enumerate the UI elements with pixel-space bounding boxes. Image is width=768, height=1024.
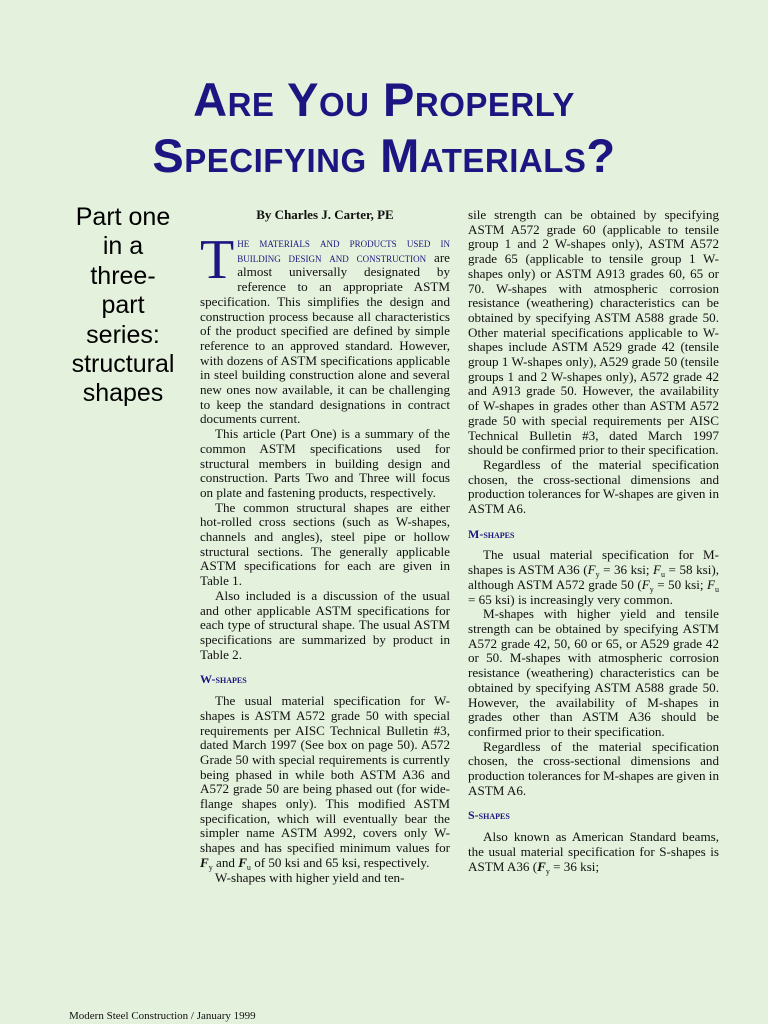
fy-symbol: F xyxy=(200,854,209,870)
s-text: Also known as American Standard beams, the usual material specification for S-shapes is ASTM A36 ( xyxy=(468,829,719,874)
body-paragraph: Also included is a discussion of the usual and other applicable ASTM specifications for each type of structural shape. The usual ASTM specifications are summarized by product in Table 2. xyxy=(200,587,450,662)
sidebar-line: series: xyxy=(86,320,160,349)
section-heading-s-shapes: S-shapes xyxy=(468,808,510,823)
intro-text: are almost universally designated by reference to an appropriate ASTM specification. This simplifies the design and construction process because all characteristics of the product specified are defined by simple reference to an approved standard. However, with dozens of ASTM specifications applicable in steel building construction alone and several new ones now available, it can be challenging to keep the standard designations in contract documents current. xyxy=(200,249,450,427)
m-text: = 36 ksi; xyxy=(599,562,654,578)
s-text: = 36 ksi; xyxy=(549,858,600,874)
body-paragraph: The common structural shapes are either hot-rolled cross sections (such as W-shapes, channels and angles), steel pipe or hollow structural sections. The generally applicable ASTM specifications for each are given in Table 1. xyxy=(200,499,450,589)
sidebar-line: three- xyxy=(90,261,156,290)
m-text: The usual material specification for M-shapes is ASTM A36 ( xyxy=(468,547,719,578)
body-paragraph xyxy=(468,548,719,607)
fy-subscript: y xyxy=(208,862,213,872)
fu-symbol: F xyxy=(653,562,662,578)
fu-subscript: u xyxy=(715,584,720,594)
sidebar-line: in a xyxy=(102,232,144,261)
body-paragraph xyxy=(468,830,719,874)
sidebar-line: Part one xyxy=(75,203,171,231)
body-paragraph: M-shapes with higher yield and tensile strength can be obtained by specifying ASTM A572 grade 42, 50, 60 or 65, or A529 grade 42 or 50. M-shapes with atmospheric corrosion resistance (weathering) characteristics can be obtained by specifying ASTM A588 grade 50. However, the availability of M-shapes in grades other than ASTM A36 should be confirmed prior to their specification. xyxy=(468,606,719,739)
fu-symbol: F xyxy=(238,854,247,870)
body-paragraph xyxy=(200,694,450,870)
drop-cap: T xyxy=(200,229,235,291)
intro-paragraph xyxy=(200,229,450,427)
page-footer: Modern Steel Construction / January 1999 xyxy=(69,1010,256,1022)
fy-subscript: y xyxy=(649,584,654,594)
title-line-1: Are You Properly xyxy=(193,73,575,126)
body-paragraph: W-shapes with higher yield and ten- xyxy=(215,869,405,885)
m-text: = 58 ksi), although ASTM A572 grade 50 ( xyxy=(468,562,719,592)
m-text: = 50 ksi; xyxy=(653,576,708,592)
body-paragraph: Regardless of the material specification chosen, the cross-sectional dimensions and production tolerances for M-shapes are given in ASTM A6. xyxy=(468,738,719,798)
column-right xyxy=(468,208,719,874)
fu-symbol: F xyxy=(707,576,716,592)
fy-subscript: y xyxy=(545,866,550,876)
article-title xyxy=(0,72,768,184)
fy-symbol: F xyxy=(641,576,650,592)
section-heading-w-shapes: W-shapes xyxy=(200,672,247,687)
section-heading-m-shapes: M-shapes xyxy=(468,526,515,541)
fy-symbol: F xyxy=(587,562,596,578)
column-left xyxy=(200,229,450,885)
fu-subscript: u xyxy=(661,570,666,580)
body-paragraph: This article (Part One) is a summary of the common ASTM specifications used for structural members in building design and construction. Parts Two and Three will focus on plate and fastening products, respectively. xyxy=(200,426,450,500)
sidebar-line: shapes xyxy=(82,379,164,408)
w-text: of 50 ksi and 65 ksi, respectively. xyxy=(250,854,430,870)
fu-subscript: u xyxy=(246,862,251,872)
fy-subscript: y xyxy=(595,570,600,580)
series-sidebar xyxy=(64,203,182,409)
body-paragraph: Regardless of the material specification chosen, the cross-sectional dimensions and production tolerances for W-shapes are given in ASTM A6. xyxy=(468,456,719,517)
sidebar-line: structural xyxy=(71,350,175,379)
w-text: The usual material specification for W-shapes is ASTM A572 grade 50 with special requirements per AISC Technical Bulletin #3, dated March 1997 (See box on page 50). A572 Grade 50 with special requirements is currently being phased in while both ASTM A36 and A572 grade 50 are being phased out (for wide-flange shapes only). This modified ASTM specification, which will eventually bear the simpler name ASTM A992, covers only W-shapes and has specified minimum values for xyxy=(200,693,450,856)
w-text: and xyxy=(212,854,239,870)
author-byline: By Charles J. Carter, PE xyxy=(256,207,394,222)
fy-symbol: F xyxy=(537,858,546,874)
body-paragraph: sile strength can be obtained by specifying ASTM A572 grade 60 (applicable to tensile group 1 and 2 W-shapes only), ASTM A572 grade 65 (applicable to tensile group 1 W-shapes only) or ASTM A913 grades 60, 65 or 70. W-shapes with atmospheric corrosion resistance (weathering) characteristics can be obtained by specifying ASTM A588 grade 50. Other material specifications applicable to W-shapes include ASTM A529 grade 42 (tensile group 1 W-shapes only), A529 grade 50 (tensile groups 1 and 2 W-shapes only), A572 grade 42 and A913 grade 50. However, the availability of W-shapes in grades other than ASTM A572 grade 50 with special requirements per AISC Technical Bulletin #3, dated March 1997 should be confirmed prior to their specification. xyxy=(468,207,719,458)
sidebar-line: part xyxy=(101,291,145,320)
title-line-2: Specifying Materials? xyxy=(152,129,616,182)
intro-smallcaps: he materials and products used in building design and construction xyxy=(237,236,450,265)
m-text: = 65 ksi) is increasingly very common. xyxy=(468,591,673,607)
